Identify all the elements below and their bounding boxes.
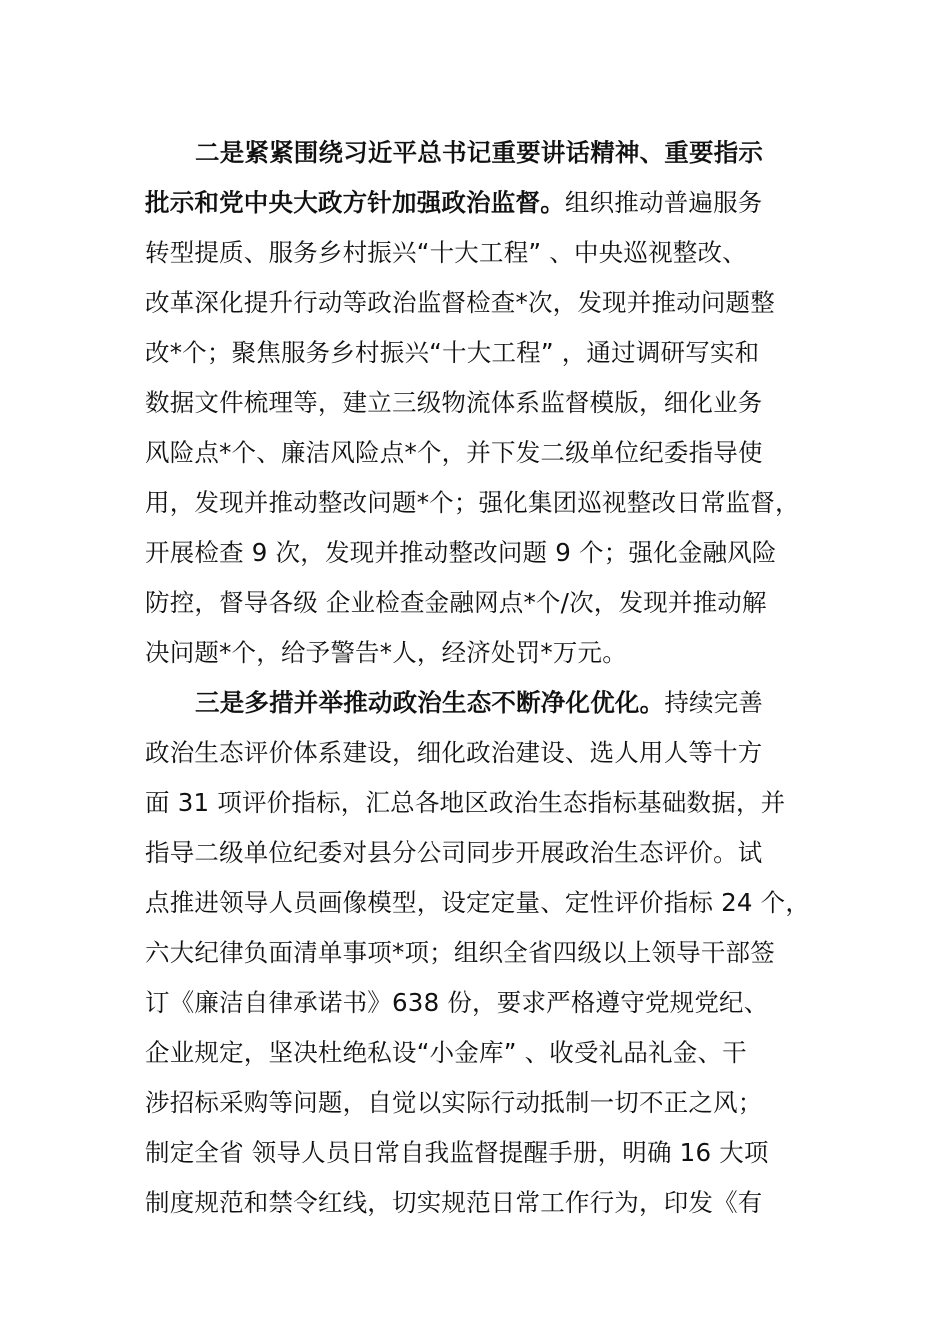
lead-heading: 批示和党中央大政方针加强政治监督。	[145, 188, 565, 217]
document-body	[145, 128, 835, 1228]
paragraph-political-supervision	[145, 128, 835, 678]
text-line	[145, 878, 835, 928]
line-text: 订《廉洁自律承诺书》638 份，要求严格遵守党规党纪、	[145, 988, 769, 1017]
text-line	[145, 628, 835, 678]
line-text: 企业规定，坚决杜绝私设“小金库” 、收受礼品礼金、干	[145, 1038, 747, 1067]
line-text: 指导二级单位纪委对县分公司同步开展政治生态评价。试	[145, 838, 763, 867]
text-line	[145, 178, 835, 228]
text-line	[145, 528, 835, 578]
lead-heading: 二是紧紧围绕习近平总书记重要讲话精神、重要指示	[195, 138, 764, 167]
text-line	[145, 478, 835, 528]
text-line	[145, 1028, 835, 1078]
line-text: 决问题*个，给予警告*人，经济处罚*万元。	[145, 638, 627, 667]
line-text: 风险点*个、廉洁风险点*个，并下发二级单位纪委指导使	[145, 438, 763, 467]
text-line	[145, 328, 835, 378]
text-line	[145, 1178, 835, 1228]
line-text: 涉招标采购等问题，自觉以实际行动抵制一切不正之风；	[145, 1088, 763, 1117]
text-line	[145, 928, 835, 978]
line-text: 数据文件梳理等，建立三级物流体系监督模版，细化业务	[145, 388, 763, 417]
line-text: 制度规范和禁令红线，切实规范日常工作行为，印发《有	[145, 1188, 763, 1217]
text-line	[145, 678, 835, 728]
text-line	[145, 1078, 835, 1128]
text-line	[145, 228, 835, 278]
text-line	[145, 428, 835, 478]
line-text: 政治生态评价体系建设，细化政治建设、选人用人等十方	[145, 738, 763, 767]
lead-heading: 三是多措并举推动政治生态不断净化优化。	[195, 688, 665, 717]
line-text: 制定全省 领导人员日常自我监督提醒手册，明确 16 大项	[145, 1138, 769, 1167]
text-line	[145, 128, 835, 178]
text-line	[145, 378, 835, 428]
line-text: 转型提质、服务乡村振兴“十大工程” 、中央巡视整改、	[145, 238, 747, 267]
text-line	[145, 978, 835, 1028]
paragraph-political-ecology	[145, 678, 835, 1228]
line-text: 点推进领导人员画像模型，设定定量、定性评价指标 24 个，	[145, 888, 811, 917]
text-line	[145, 828, 835, 878]
text-line	[145, 278, 835, 328]
text-line	[145, 578, 835, 628]
line-text: 改*个；聚焦服务乡村振兴“十大工程” ，通过调研写实和	[145, 338, 760, 367]
text-line	[145, 728, 835, 778]
line-text: 六大纪律负面清单事项*项；组织全省四级以上领导干部签	[145, 938, 775, 967]
line-text: 改革深化提升行动等政治监督检查*次，发现并推动问题整	[145, 288, 775, 317]
line-text: 面 31 项评价指标，汇总各地区政治生态指标基础数据，并	[145, 788, 786, 817]
line-text: 持续完善	[664, 688, 764, 717]
line-text: 开展检查 9 次，发现并推动整改问题 9 个；强化金融风险	[145, 538, 777, 567]
text-line	[145, 778, 835, 828]
text-line	[145, 1128, 835, 1178]
line-text: 防控，督导各级 企业检查金融网点*个/次，发现并推动解	[145, 588, 767, 617]
line-text: 用，发现并推动整改问题*个；强化集团巡视整改日常监督，	[145, 488, 800, 517]
line-text: 组织推动普遍服务	[564, 188, 763, 217]
